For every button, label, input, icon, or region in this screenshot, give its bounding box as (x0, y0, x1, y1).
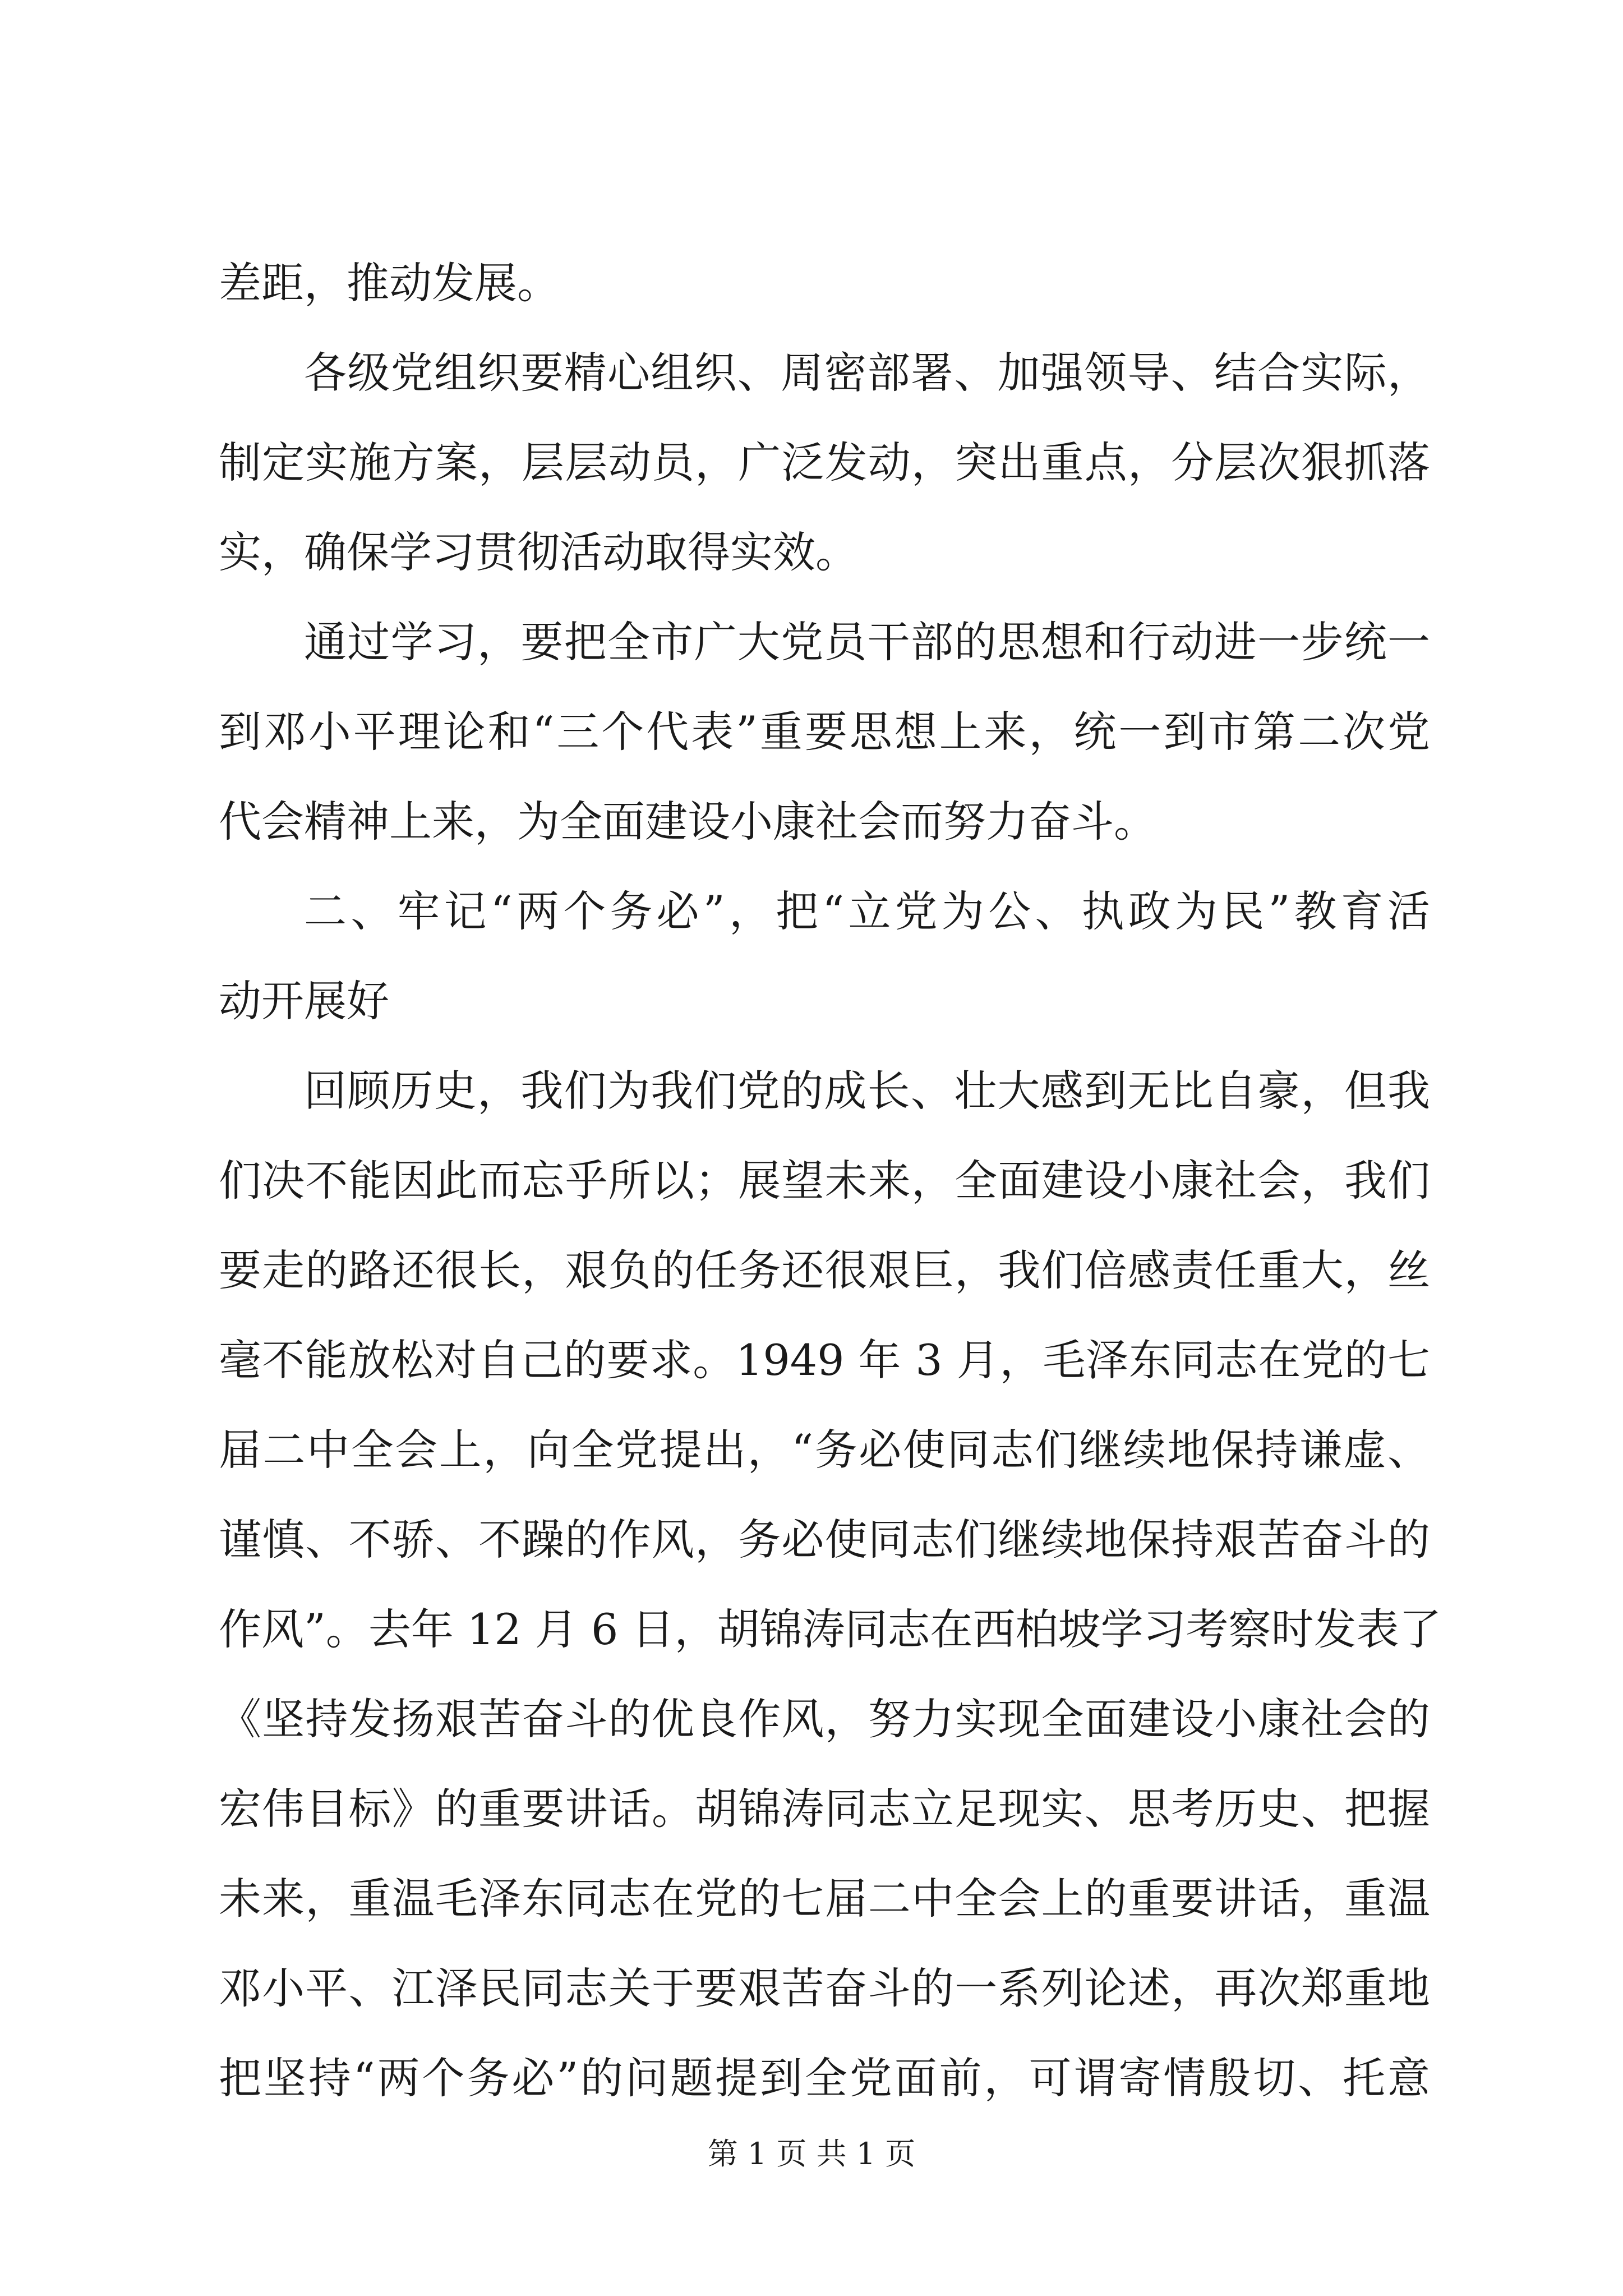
text-line: 通过学习，要把全市广大党员干部的思想和行动进一步统一 (304, 617, 1430, 667)
text-line: 邓小平、江泽民同志关于要艰苦奋斗的一系列论述，再次郑重地 (219, 1963, 1430, 2013)
text-line: 到邓小平理论和“三个代表”重要思想上来，统一到市第二次党 (219, 707, 1430, 757)
text-line: 回顾历史，我们为我们党的成长、壮大感到无比自豪，但我 (304, 1066, 1430, 1116)
text-line: 各级党组织要精心组织、周密部署、加强领导、结合实际， (304, 348, 1430, 398)
text-line: 实，确保学习贯彻活动取得实效。 (219, 527, 858, 577)
text-line: 《坚持发扬艰苦奋斗的优良作风，努力实现全面建设小康社会的 (219, 1694, 1430, 1744)
section-heading: 动开展好 (219, 976, 389, 1026)
text-line: 把坚持“两个务必”的问题提到全党面前，可谓寄情殷切、托意 (219, 2053, 1430, 2103)
text-line: 们决不能因此而忘乎所以；展望未来，全面建设小康社会，我们 (219, 1156, 1430, 1205)
text-line: 差距，推动发展。 (219, 258, 560, 308)
text-line: 要走的路还很长，艰负的任务还很艰巨，我们倍感责任重大，丝 (219, 1245, 1430, 1295)
text-line: 届二中全会上，向全党提出，“务必使同志们继续地保持谦虚、 (219, 1425, 1430, 1475)
text-line: 作风”。去年 12 月 6 日，胡锦涛同志在西柏坡学习考察时发表了 (219, 1604, 1442, 1654)
page-footer: 第 1 页 共 1 页 (707, 2136, 916, 2171)
text-line: 宏伟目标》的重要讲话。胡锦涛同志立足现实、思考历史、把握 (219, 1784, 1430, 1834)
text-line: 毫不能放松对自己的要求。1949 年 3 月，毛泽东同志在党的七 (219, 1335, 1430, 1385)
text-line: 代会精神上来，为全面建设小康社会而努力奋斗。 (219, 797, 1156, 846)
text-line: 未来，重温毛泽东同志在党的七届二中全会上的重要讲话，重温 (219, 1874, 1430, 1924)
text-line: 谨慎、不骄、不躁的作风，务必使同志们继续地保持艰苦奋斗的 (219, 1515, 1430, 1565)
text-line: 制定实施方案，层层动员，广泛发动，突出重点，分层次狠抓落 (219, 438, 1430, 487)
section-heading: 二、牢记“两个务必”，把“立党为公、执政为民”教育活 (304, 886, 1430, 936)
